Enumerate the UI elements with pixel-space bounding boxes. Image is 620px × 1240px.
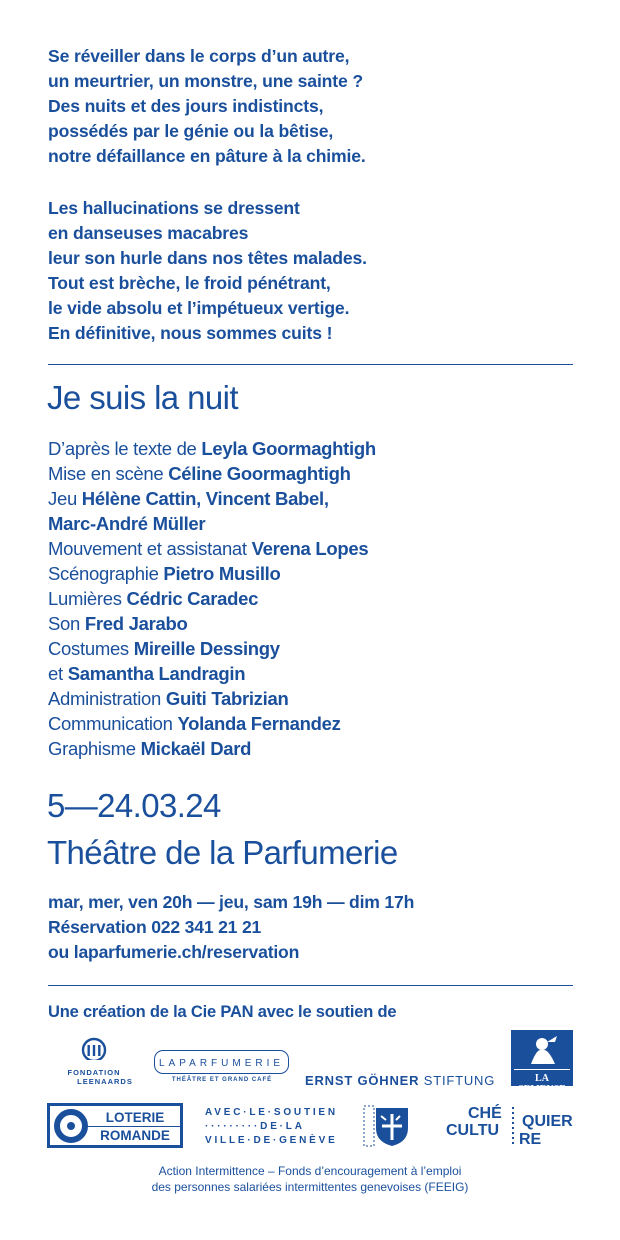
credit-row	[48, 561, 376, 586]
credit-name: Samantha Landragin	[67, 663, 246, 684]
intro-stanza-2	[48, 196, 588, 346]
credit-role: Graphisme	[48, 738, 136, 759]
credit-name: Pietro Musillo	[163, 563, 281, 584]
credit-row	[48, 661, 376, 686]
leenaards-line-1: FONDATION	[67, 1068, 121, 1077]
credit-name: Marc-André Müller	[48, 513, 206, 534]
semeuse-logo	[511, 1030, 573, 1095]
cheque-part-3: CULTU	[446, 1122, 500, 1139]
reservation-phone[interactable]: Réservation 022 341 21 21	[48, 917, 262, 937]
credit-row	[48, 611, 376, 636]
event-dates: 5—24.03.24	[47, 787, 221, 824]
loterie-line-2: ROMANDE	[100, 1128, 170, 1143]
credit-name: Fred Jarabo	[84, 613, 188, 634]
intro-line: possédés par le génie ou la bêtise,	[48, 121, 334, 141]
parfumerie-logo	[154, 1050, 290, 1090]
intro-line: Se réveiller dans le corps d’un autre,	[48, 46, 350, 66]
goehner-stiftung: STIFTUNG	[423, 1073, 496, 1088]
credit-role: Scénographie	[48, 563, 159, 584]
credit-role: D’après le texte de	[48, 438, 197, 459]
goehner-name: ERNST GÖHNER	[305, 1073, 420, 1088]
credit-name: Céline Goormaghtigh	[168, 463, 351, 484]
divider	[48, 364, 573, 365]
credit-row	[48, 461, 376, 486]
leenaards-logo	[46, 1037, 142, 1087]
ville-geneve-text	[205, 1106, 355, 1150]
credit-row	[48, 511, 376, 536]
credit-row	[48, 736, 376, 761]
credit-role: Communication	[48, 713, 173, 734]
credit-row	[48, 536, 376, 561]
geneve-crest-icon	[362, 1104, 410, 1148]
credit-name: Mickaël Dard	[140, 738, 252, 759]
intro-line: en danseuses macabres	[48, 223, 249, 243]
parfumerie-subline: THÉÂTRE ET GRAND CAFÉ	[171, 1077, 273, 1083]
loterie-target-icon	[54, 1109, 88, 1143]
credit-row	[48, 636, 376, 661]
ville-line-3: VILLE·DE·GENÈVE	[205, 1135, 338, 1146]
intro-line: En définitive, nous sommes cuits !	[48, 323, 333, 343]
credit-name: Cédric Caradec	[126, 588, 259, 609]
credit-name: Verena Lopes	[251, 538, 369, 559]
reservation-link[interactable]: ou laparfumerie.ch/reservation	[48, 942, 300, 962]
chequier-culture-logo	[446, 1106, 576, 1150]
ville-line-2: ·········DE·LA	[205, 1121, 305, 1132]
goehner-logo	[305, 1073, 495, 1088]
credit-role: Jeu	[48, 488, 77, 509]
intro-line: le vide absolu et l’impétueux vertige.	[48, 298, 350, 318]
credit-role: Mise en scène	[48, 463, 164, 484]
intro-line: leur son hurle dans nos têtes malades.	[48, 248, 367, 268]
ville-line-1: AVEC·LE·SOUTIEN	[205, 1107, 338, 1118]
support-line: Une création de la Cie PAN avec le soutien de	[48, 1003, 397, 1021]
cheque-part-1: CHÉ	[468, 1105, 502, 1122]
credit-name: Leyla Goormaghtigh	[201, 438, 376, 459]
cheque-perforation-icon	[506, 1106, 520, 1146]
page-title: Je suis la nuit	[47, 379, 238, 416]
credit-row	[48, 686, 376, 711]
credit-name: Hélène Cattin, Vincent Babel,	[81, 488, 329, 509]
credit-name: Mireille Dessingy	[133, 638, 280, 659]
footer-note	[0, 1163, 620, 1195]
credits-list	[48, 436, 376, 761]
intro-line: Tout est brèche, le froid pénétrant,	[48, 273, 331, 293]
credit-role: et	[48, 663, 63, 684]
credit-role: Costumes	[48, 638, 129, 659]
geneve-crest-svg	[362, 1104, 410, 1148]
leenaards-emblem-icon	[46, 1037, 142, 1063]
credit-row	[48, 586, 376, 611]
intro-line: Les hallucinations se dressent	[48, 198, 300, 218]
credit-row	[48, 486, 376, 511]
cheque-part-4: RE	[519, 1131, 542, 1148]
semeuse-figure-icon	[511, 1030, 573, 1066]
divider	[48, 985, 573, 986]
footer-line: des personnes salariées intermittentes genevoises (FEEIG)	[151, 1180, 469, 1194]
credit-name: Yolanda Fernandez	[177, 713, 341, 734]
intro-line: un meurtrier, un monstre, une sainte ?	[48, 71, 363, 91]
credit-row	[48, 436, 376, 461]
loterie-divider	[86, 1126, 180, 1127]
credit-name: Guiti Tabrizian	[165, 688, 289, 709]
cheque-part-2: QUIER	[522, 1113, 573, 1130]
credit-role: Lumières	[48, 588, 122, 609]
leenaards-line-2: LEENAARDS	[77, 1077, 133, 1086]
event-venue: Théâtre de la Parfumerie	[47, 834, 398, 871]
credit-role: Son	[48, 613, 81, 634]
credit-role: Administration	[48, 688, 162, 709]
event-schedule: mar, mer, ven 20h — jeu, sam 19h — dim 17h	[48, 892, 415, 912]
credit-role: Mouvement et assistanat	[48, 538, 247, 559]
semeuse-label: LA SEMEUSE	[514, 1069, 570, 1095]
parfumerie-frame	[154, 1050, 289, 1074]
parfumerie-wordmark: LAPARFUMERIE	[159, 1058, 285, 1069]
intro-stanza-1	[48, 44, 588, 169]
loterie-line-1: LOTERIE	[105, 1110, 165, 1125]
event-info	[48, 890, 414, 965]
intro-line: Des nuits et des jours indistincts,	[48, 96, 324, 116]
intro-line: notre défaillance en pâture à la chimie.	[48, 146, 366, 166]
loterie-romande-logo	[47, 1103, 183, 1148]
footer-line: Action Intermittence – Fonds d’encouragement à l’emploi	[158, 1164, 462, 1178]
credit-row	[48, 711, 376, 736]
